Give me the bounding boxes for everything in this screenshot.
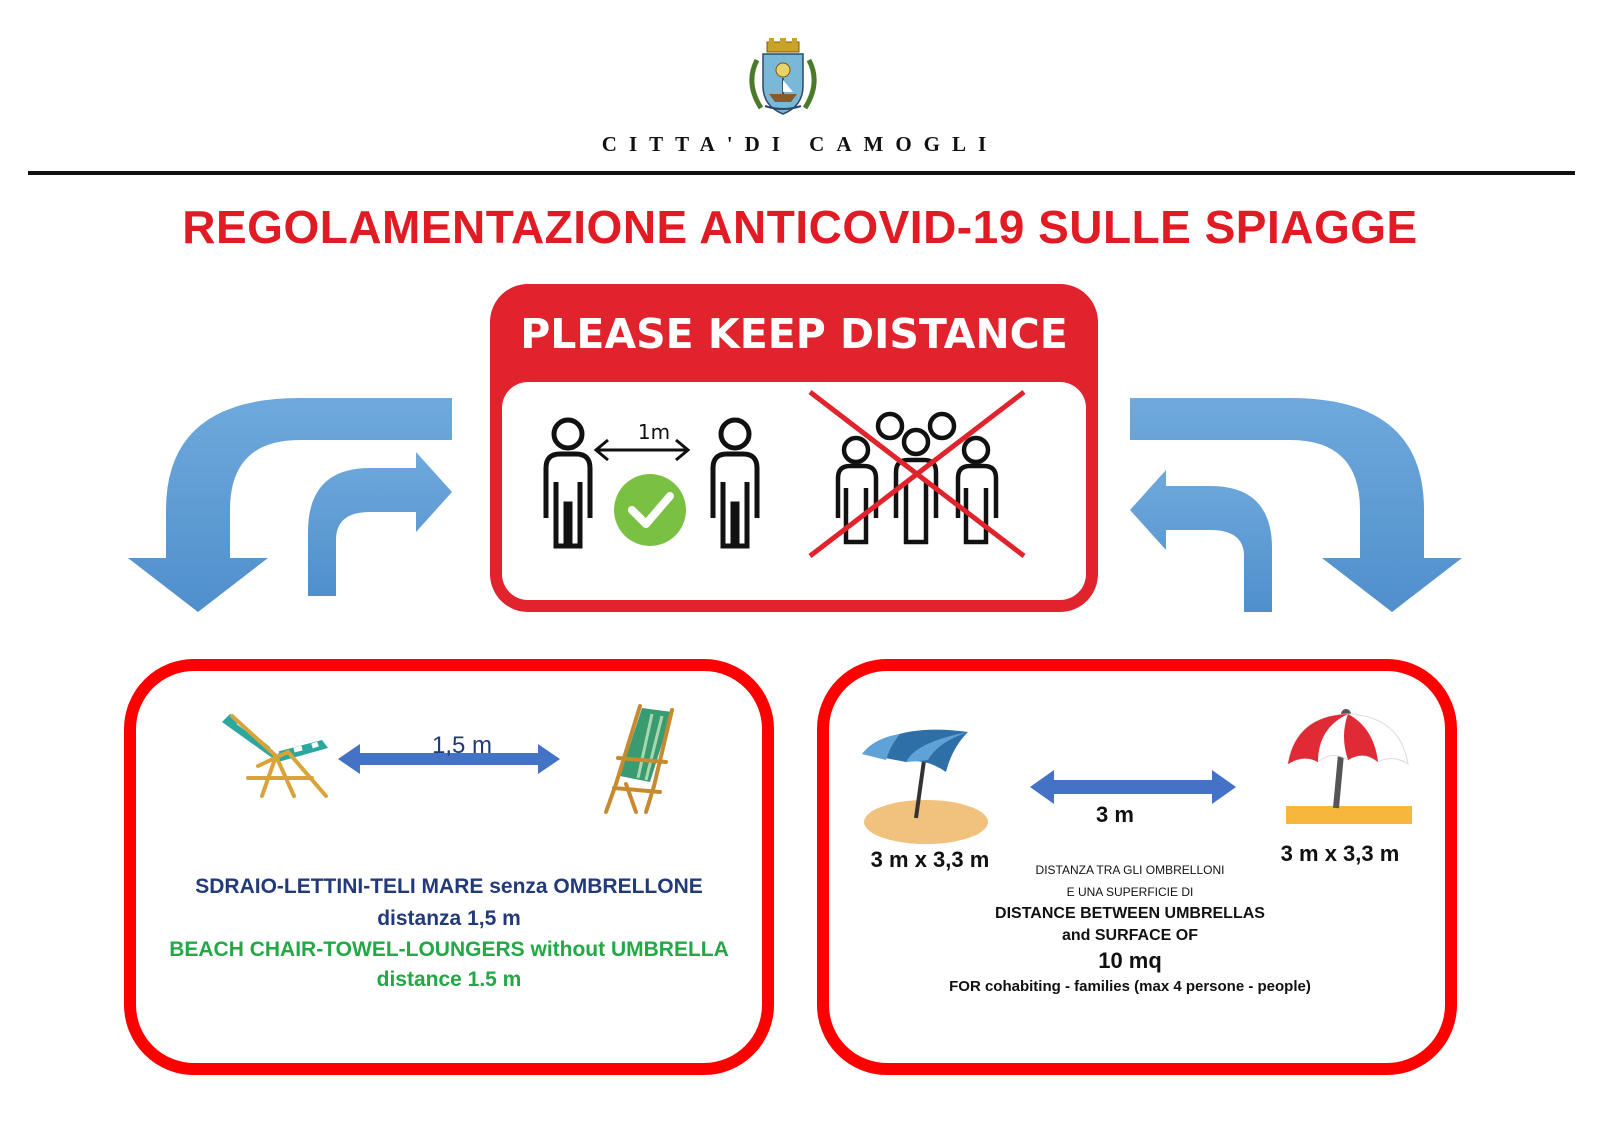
- left-text-italian-distance: distanza 1,5 m: [377, 907, 521, 930]
- right-text-english-line2: and SURFACE OF: [1061, 927, 1198, 944]
- deck-chair-icon: [218, 692, 336, 802]
- left-text-english-title: BEACH CHAIR-TOWEL-LOUNGERS without UMBRELLA: [169, 938, 729, 961]
- right-text-cohabiting-note: FOR cohabiting - families (max 4 persone - people): [949, 978, 1311, 995]
- municipal-crest-icon: [743, 38, 823, 120]
- left-umbrella-size: 3 m x 3,3 m: [870, 847, 990, 872]
- beach-umbrella-icon: [1282, 700, 1414, 832]
- header-divider: [28, 171, 1575, 175]
- checkmark-icon: [614, 474, 686, 546]
- right-text-italian-line2: E UNA SUPERFICIE DI: [1066, 885, 1194, 899]
- left-text-italian-title: SDRAIO-LETTINI-TELI MARE senza OMBRELLONE: [195, 875, 703, 898]
- right-text-english-line1: DISTANCE BETWEEN UMBRELLAS: [995, 905, 1265, 922]
- city-name: CITTA'DI CAMOGLI: [601, 132, 999, 156]
- sign-title: PLEASE KEEP DISTANCE: [520, 310, 1068, 358]
- arrow-left-small-icon: [1130, 470, 1272, 612]
- left-distance-label: 1,5 m: [431, 732, 493, 759]
- right-text-surface-value: 10 mq: [1098, 948, 1162, 973]
- arrow-right-small-icon: [308, 452, 452, 596]
- right-distance-label: 3 m: [1096, 802, 1134, 827]
- right-text-italian-line1: DISTANZA TRA GLI OMBRELLONI: [1035, 863, 1225, 877]
- right-umbrella-size: 3 m x 3,3 m: [1280, 841, 1400, 866]
- page-title: REGOLAMENTAZIONE ANTICOVID-19 SULLE SPIAGGE: [182, 201, 1418, 253]
- sign-distance-label: 1m: [637, 420, 671, 444]
- left-text-english-distance: distance 1.5 m: [376, 968, 522, 991]
- double-arrow-icon: [1030, 768, 1236, 806]
- deck-chair-icon: [596, 704, 676, 816]
- beach-umbrella-icon: [856, 728, 988, 846]
